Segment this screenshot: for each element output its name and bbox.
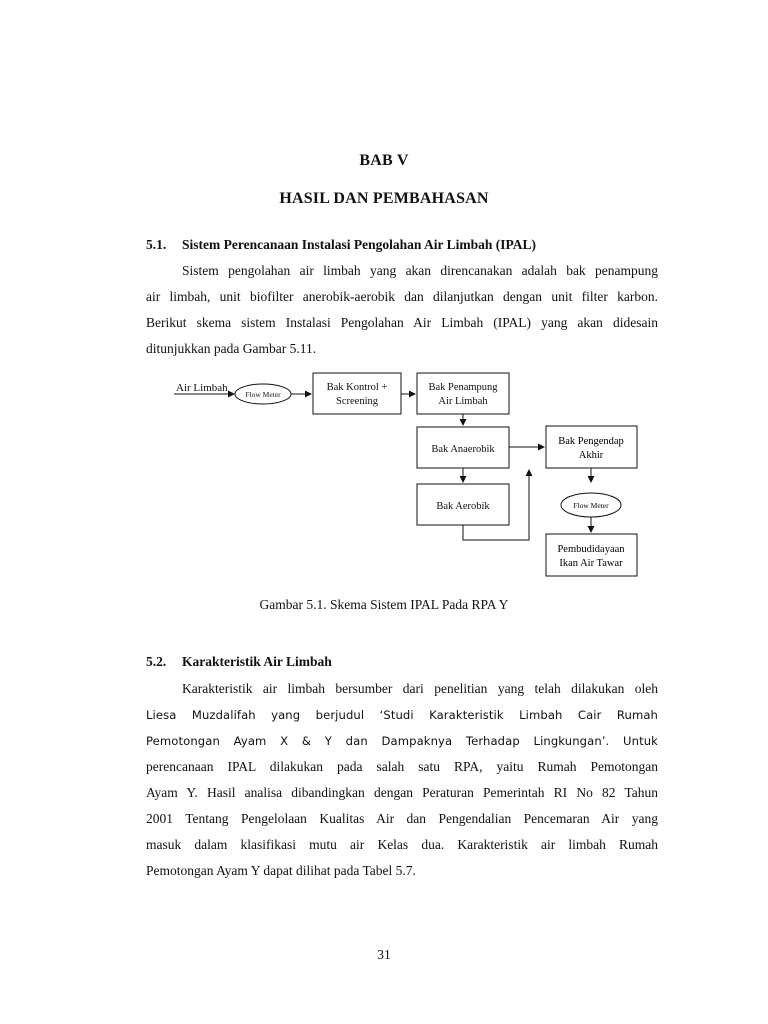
input-label: Air Limbah xyxy=(176,382,228,394)
paragraph-line: masuk dalam klasifikasi mutu air Kelas dua. Karakteristik air limbah Rumah xyxy=(146,837,658,852)
paragraph-line: perencanaan IPAL dilakukan pada salah satu RPA, yaitu Rumah Pemotongan xyxy=(146,759,658,774)
paragraph-line: Berikut skema sistem Instalasi Pengolahan Air Limbah (IPAL) yang akan didesain xyxy=(146,315,658,330)
section-number: 5.2. xyxy=(146,654,167,669)
paragraph-line: Pemotongan Ayam X & Y dan Dampaknya Terhadap Lingkungan’. Untuk xyxy=(146,734,658,748)
bak-anaerobik-label: Bak Anaerobik xyxy=(431,444,495,455)
figure-caption: Gambar 5.1. Skema Sistem IPAL Pada RPA Y xyxy=(259,597,509,612)
bak-pengendap-label-1: Bak Pengendap xyxy=(558,436,624,447)
bak-penampung-label-2: Air Limbah xyxy=(438,396,488,407)
bak-pengendap-box xyxy=(546,426,637,468)
paragraph-line: Ayam Y. Hasil analisa dibandingkan dengan Peraturan Pemerintah RI No 82 Tahun xyxy=(146,785,658,800)
paragraph-line: Pemotongan Ayam Y dapat dilihat pada Tabel 5.7. xyxy=(146,863,416,878)
bak-kontrol-label-2: Screening xyxy=(336,396,378,407)
ipal-flow-diagram-right xyxy=(541,366,641,584)
paragraph-line: Liesa Muzdalifah yang berjudul ‘Studi Karakteristik Limbah Cair Rumah xyxy=(146,708,658,722)
pembudidayaan-box xyxy=(546,534,637,576)
bak-pengendap-label-2: Akhir xyxy=(578,450,604,461)
section-number: 5.1. xyxy=(146,237,167,252)
page-number: 31 xyxy=(377,947,391,962)
paragraph-line: 2001 Tentang Pengelolaan Kualitas Air dan Pengendalian Pencemaran Air yang xyxy=(146,811,658,826)
pembudidayaan-label-2: Ikan Air Tawar xyxy=(559,558,623,569)
paragraph-5-1 xyxy=(146,258,658,362)
ipal-flow-diagram xyxy=(170,366,560,584)
paragraph-line: air limbah, unit biofilter anerobik-aerobik dan dilanjutkan dengan unit filter karbon. xyxy=(146,289,658,304)
paragraph-5-2 xyxy=(146,676,658,884)
pembudidayaan-label-1: Pembudidayaan xyxy=(557,544,625,555)
flow-meter-2-label: Flow Meter xyxy=(573,501,609,510)
chapter-title: HASIL DAN PEMBAHASAN xyxy=(279,190,489,207)
chapter-number: BAB V xyxy=(359,152,409,169)
paragraph-line: Sistem pengolahan air limbah yang akan direncanakan adalah bak penampung xyxy=(182,263,658,278)
section-title: Karakteristik Air Limbah xyxy=(182,654,332,669)
flow-meter-1-label: Flow Meter xyxy=(245,390,281,399)
section-heading-5-1 xyxy=(146,237,536,253)
bak-penampung-box xyxy=(417,373,509,414)
paragraph-line: Karakteristik air limbah bersumber dari penelitian yang telah dilakukan oleh xyxy=(182,681,658,696)
paragraph-line: ditunjukkan pada Gambar 5.11. xyxy=(146,341,317,356)
section-title: Sistem Perencanaan Instalasi Pengolahan Air Limbah (IPAL) xyxy=(182,237,537,252)
section-heading-5-2 xyxy=(146,654,332,670)
bak-penampung-label-1: Bak Penampung xyxy=(428,382,498,393)
bak-kontrol-label-1: Bak Kontrol + xyxy=(326,382,388,393)
bak-aerobik-label: Bak Aerobik xyxy=(436,501,490,512)
bak-kontrol-box xyxy=(313,373,401,414)
